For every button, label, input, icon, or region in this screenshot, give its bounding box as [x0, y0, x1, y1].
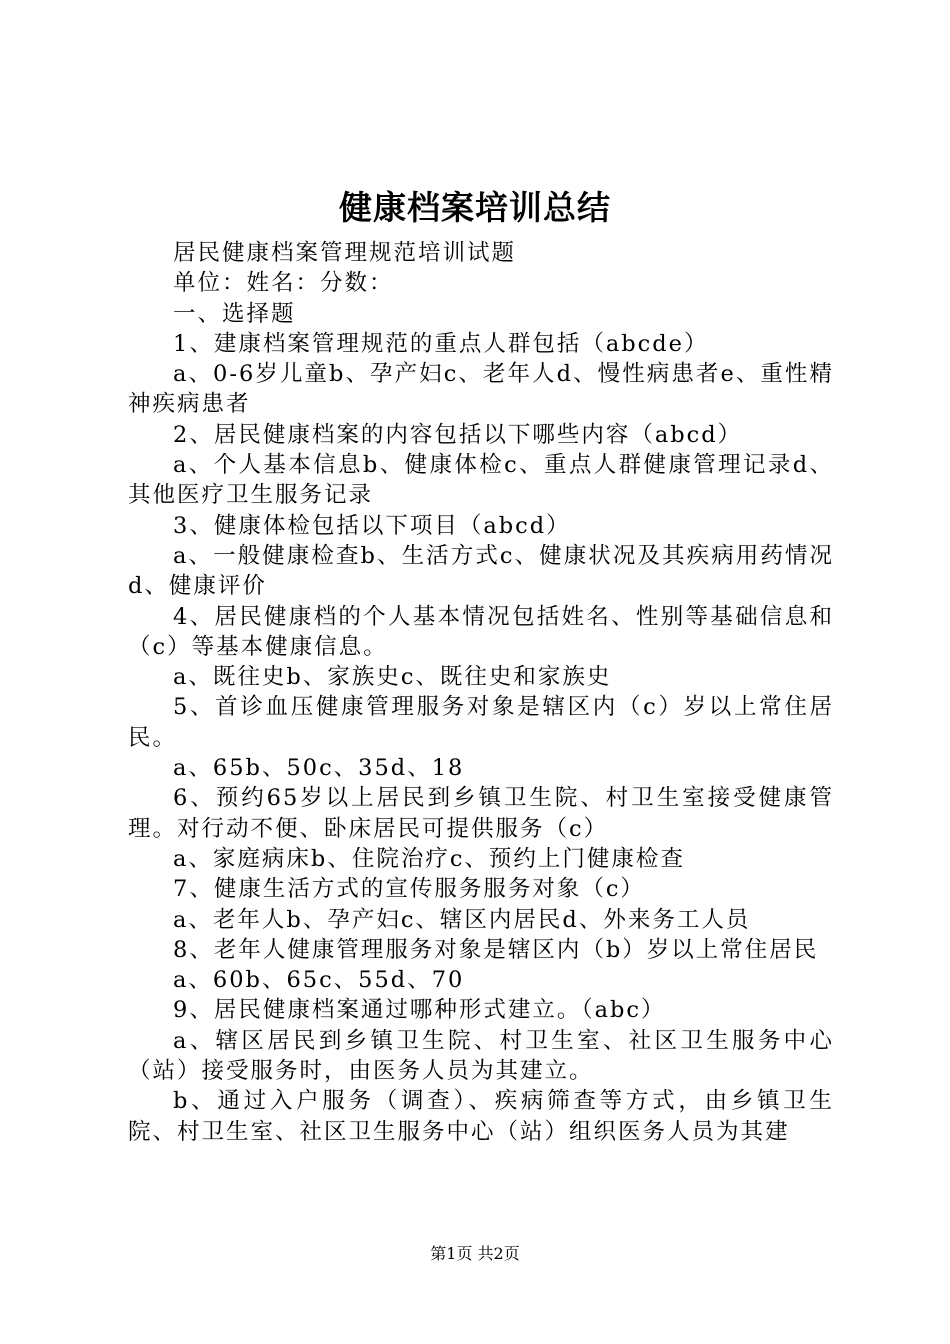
question-7: 7、健康生活方式的宣传服务服务对象（c） [173, 876, 645, 903]
question-3: 3、健康体检包括以下项目（abcd） [173, 512, 571, 539]
question-2: 2、居民健康档案的内容包括以下哪些内容（abcd） [173, 421, 743, 448]
question-9-option-b: b、通过入户服务（调查）、疾病筛查等方式，由乡镇卫生院、村卫生室、社区卫生服务中心（站）组织医务人员为其建 [128, 1088, 834, 1145]
document-body [128, 238, 834, 1147]
question-1-options: a、0-6岁儿童b、孕产妇c、老年人d、慢性病患者e、重性精神疾病患者 [128, 361, 834, 418]
document-title: 健康档案培训总结 [339, 188, 611, 227]
question-9: 9、居民健康档案通过哪种形式建立。（abc） [173, 997, 666, 1024]
paragraph-subtitle: 居民健康档案管理规范培训试题 [173, 240, 517, 266]
question-8: 8、老年人健康管理服务对象是辖区内（b）岁以上常住居民 [173, 936, 819, 963]
question-6: 6、预约65岁以上居民到乡镇卫生院、村卫生室接受健康管理。对行动不便、卧床居民可提供服务（c） [128, 785, 834, 842]
question-8-options: a、60b、65c、55d、70 [173, 967, 465, 994]
question-5: 5、首诊血压健康管理服务对象是辖区内（c）岁以上常住居民。 [128, 694, 834, 751]
question-9-option-a: a、辖区居民到乡镇卫生院、村卫生室、社区卫生服务中心（站）接受服务时，由医务人员为其建立。 [128, 1027, 834, 1085]
question-3-options: a、一般健康检查b、生活方式c、健康状况及其疾病用药情况d、健康评价 [128, 542, 834, 600]
section-heading: 一、选择题 [173, 300, 296, 327]
paragraph-info-line: 单位：姓名：分数： [173, 270, 394, 297]
page-footer: 第1页 共2页 [430, 1244, 520, 1263]
question-1: 1、建康档案管理规范的重点人群包括（abcde） [173, 330, 709, 357]
question-5-options: a、65b、50c、35d、18 [173, 755, 465, 782]
question-2-options: a、个人基本信息b、健康体检c、重点人群健康管理记录d、其他医疗卫生服务记录 [128, 452, 834, 509]
question-7-options: a、老年人b、孕产妇c、辖区内居民d、外来务工人员 [173, 906, 751, 933]
question-6-options: a、家庭病床b、住院治疗c、预约上门健康检查 [173, 845, 685, 872]
question-4: 4、居民健康档的个人基本情况包括姓名、性别等基础信息和（c）等基本健康信息。 [128, 603, 834, 660]
question-4-options: a、既往史b、家族史c、既往史和家族史 [173, 664, 612, 691]
